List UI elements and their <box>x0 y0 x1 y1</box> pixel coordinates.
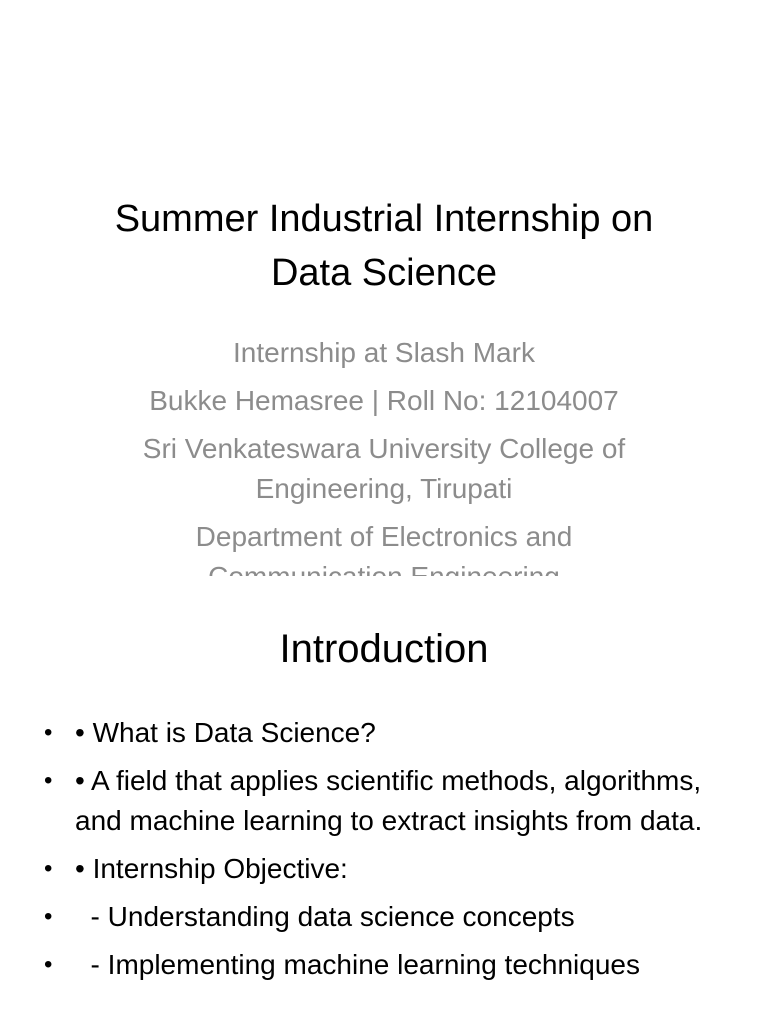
student-name-roll: Bukke Hemasree | Roll No: 12104007 <box>149 385 619 416</box>
bullet-text: - Understanding data science concepts <box>75 901 575 932</box>
list-item <box>40 849 730 889</box>
slide-title: Introduction <box>279 627 489 671</box>
bullet-icon: • <box>44 951 53 978</box>
presentation-title-line-2: Data Science <box>270 252 497 294</box>
bullet-icon: • <box>44 767 53 794</box>
bullet-text: - Implementing machine learning techniques <box>75 949 640 980</box>
presentation-subtitle <box>110 333 658 605</box>
bullet-icon: • <box>44 855 53 882</box>
bullet-list <box>40 713 730 993</box>
bullet-icon: • <box>44 719 53 746</box>
list-item <box>40 897 730 937</box>
department-name: Department of Electronics and <box>195 521 573 552</box>
bullet-text: • What is Data Science? <box>75 717 376 748</box>
list-item <box>40 713 730 753</box>
list-item <box>40 761 730 841</box>
internship-company: Internship at Slash Mark <box>233 337 535 368</box>
bullet-text: • Internship Objective: <box>75 853 348 884</box>
introduction-slide <box>0 576 768 1024</box>
presentation-title-line-1: Summer Industrial Internship on <box>114 198 654 240</box>
bullet-icon: • <box>44 903 53 930</box>
list-item <box>40 945 730 985</box>
presentation-title <box>40 192 728 300</box>
college-name: Sri Venkateswara University College of Engineering, Tirupati <box>142 433 626 504</box>
bullet-text: • A field that applies scientific methods, algorithms, and machine learning to extract insights from data. <box>75 765 703 836</box>
